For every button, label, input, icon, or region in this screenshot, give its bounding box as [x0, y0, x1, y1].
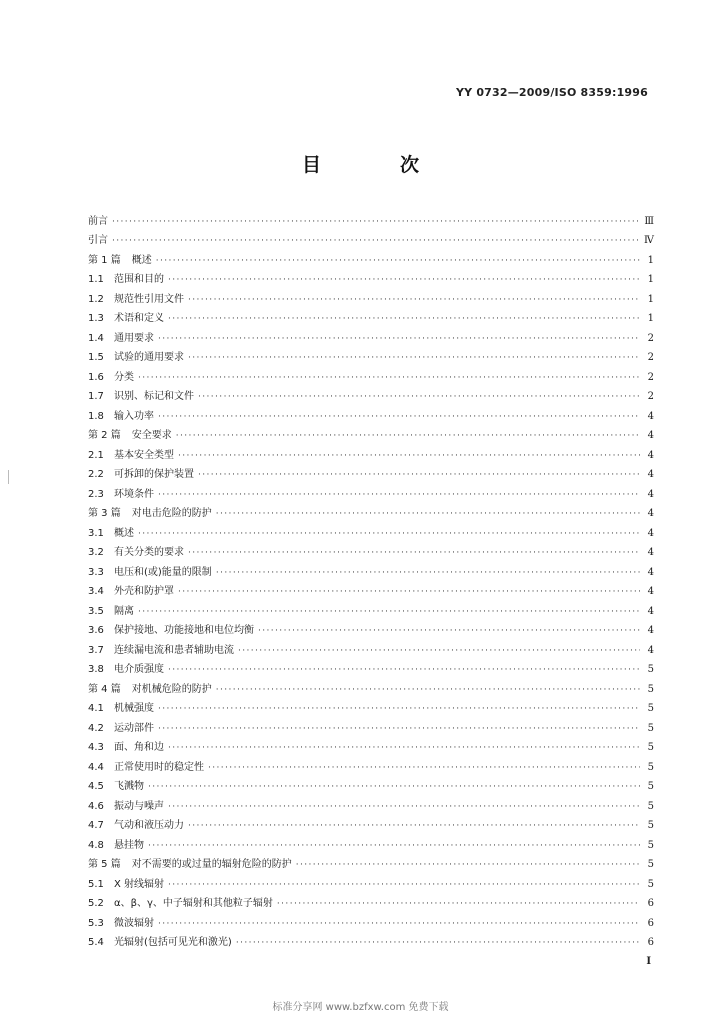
- toc-entry-page: 5: [647, 703, 654, 714]
- toc-entry-title: 识别、标记和文件: [114, 391, 194, 402]
- toc-entry-number: 1.5: [88, 352, 104, 363]
- toc-dot-leader: [188, 294, 640, 306]
- toc-entry-page: 6: [647, 898, 654, 909]
- toc-dot-leader: [112, 235, 640, 247]
- toc-title: 目 次: [301, 154, 449, 176]
- toc-entry-page: 5: [647, 800, 654, 812]
- toc-entry-title: 连续漏电流和患者辅助电流: [114, 644, 234, 656]
- toc-dot-leader: [188, 547, 640, 559]
- toc-entry-title: 保护接地、功能接地和电位均衡: [114, 625, 254, 636]
- toc-dot-leader: [158, 333, 640, 345]
- toc-entry-number: 4.3: [88, 742, 104, 753]
- toc-entry: [88, 286, 654, 306]
- toc-entry-title: X 射线辐射: [114, 878, 165, 890]
- toc-dot-leader: [138, 528, 640, 540]
- toc-entry-title: 面、角和边: [114, 742, 164, 753]
- toc-entry: [88, 247, 654, 267]
- toc-dot-leader: [158, 411, 640, 423]
- toc-entry-page: 4: [647, 430, 654, 441]
- toc-entry: [88, 384, 654, 404]
- toc-entry-number: 1.3: [88, 313, 104, 324]
- toc-entry-page: Ⅲ: [644, 215, 654, 227]
- toc-entry-number: 3.7: [88, 644, 104, 656]
- scan-margin-mark: [8, 470, 9, 484]
- toc-entry-number: 5.1: [88, 878, 104, 890]
- toc-entry-title: 基本安全类型: [114, 449, 174, 461]
- toc-dot-leader: [277, 898, 640, 910]
- toc-entry-title: 可拆卸的保护装置: [114, 469, 194, 480]
- toc-entry-page: 4: [647, 449, 654, 461]
- toc-dot-leader: [178, 450, 640, 462]
- page-number: I: [646, 956, 651, 967]
- toc-entry: [88, 735, 654, 755]
- toc-entry-page: 5: [647, 722, 654, 734]
- toc-entry-title: 概述: [114, 527, 134, 539]
- toc-entry-title: 运动部件: [114, 722, 154, 734]
- toc-dot-leader: [208, 762, 640, 774]
- toc-entry-title: 术语和定义: [114, 313, 164, 324]
- toc-dot-leader: [168, 801, 640, 813]
- toc-entry-number: 4.1: [88, 703, 104, 714]
- toc-entry-page: Ⅳ: [644, 235, 654, 246]
- toc-dot-leader: [158, 723, 640, 735]
- toc-entry-title: 有关分类的要求: [114, 547, 184, 558]
- footer-watermark: 标准分享网 www.bzfxw.com 免费下载: [272, 1002, 449, 1013]
- toc-entry: [88, 637, 654, 657]
- toc-entry-title: 悬挂物: [114, 839, 144, 851]
- toc-entry-title: 安全要求: [131, 430, 172, 441]
- toc-entry: [88, 228, 654, 248]
- toc-entry-title: 电介质强度: [114, 664, 164, 675]
- toc-entry: [88, 813, 654, 833]
- toc-entry-page: 6: [647, 917, 654, 929]
- toc-entry: [88, 676, 654, 696]
- toc-entry: [88, 462, 654, 482]
- toc-entry-number: 1.7: [88, 391, 104, 402]
- toc-entry-title: 电压和(或)能量的限制: [114, 566, 212, 578]
- toc-entry-page: 5: [647, 820, 654, 831]
- toc-entry-title: 范围和目的: [114, 274, 164, 285]
- toc-entry-page: 1: [647, 313, 654, 324]
- toc-entry-number: 4.8: [88, 839, 104, 851]
- toc-entry: [88, 618, 654, 638]
- toc-entry-title: 对不需要的或过量的辐射危险的防护: [131, 859, 292, 870]
- toc-dot-leader: [158, 703, 640, 715]
- toc-entry: [88, 657, 654, 677]
- toc-entry: [88, 696, 654, 716]
- toc-entry-title: 输入功率: [114, 410, 154, 422]
- toc-entry-number: 4.7: [88, 820, 104, 831]
- toc-entry: [88, 442, 654, 462]
- toc-entry: [88, 715, 654, 735]
- table-of-contents: [88, 208, 654, 949]
- toc-entry-number: 1.2: [88, 293, 104, 305]
- toc-entry-title: 对电击危险的防护: [131, 508, 212, 519]
- toc-entry: [88, 891, 654, 911]
- toc-dot-leader: [158, 918, 640, 930]
- toc-entry-title: 外壳和防护罩: [114, 586, 174, 597]
- toc-entry-page: 4: [647, 625, 654, 636]
- toc-entry: [88, 559, 654, 579]
- toc-entry-number: 5.4: [88, 937, 104, 948]
- toc-dot-leader: [178, 586, 640, 598]
- toc-entry: [88, 793, 654, 813]
- toc-entry: [88, 403, 654, 423]
- toc-dot-leader: [138, 372, 640, 384]
- toc-entry: [88, 540, 654, 560]
- toc-entry: [88, 345, 654, 365]
- toc-entry: [88, 930, 654, 950]
- toc-entry-number: 3.5: [88, 605, 104, 617]
- toc-entry-title: 规范性引用文件: [114, 293, 184, 305]
- toc-entry-number: 3.8: [88, 664, 104, 675]
- toc-dot-leader: [198, 391, 640, 403]
- toc-dot-leader: [216, 567, 640, 579]
- toc-entry-number: 第 4 篇: [88, 683, 121, 695]
- toc-entry-number: 3.1: [88, 527, 104, 539]
- toc-entry-page: 2: [647, 371, 654, 383]
- toc-entry-title: 气动和液压动力: [114, 820, 184, 831]
- toc-entry-page: 4: [647, 488, 654, 500]
- toc-entry-number: 1.6: [88, 371, 104, 383]
- toc-entry-page: 1: [647, 274, 654, 285]
- toc-dot-leader: [296, 859, 640, 871]
- toc-entry-page: 4: [647, 586, 654, 597]
- toc-entry-page: 4: [647, 566, 654, 578]
- toc-entry-number: 4.2: [88, 722, 104, 734]
- toc-entry: [88, 501, 654, 521]
- toc-entry-page: 5: [647, 878, 654, 890]
- toc-entry: [88, 774, 654, 794]
- toc-entry-number: 3.6: [88, 625, 104, 636]
- toc-dot-leader: [188, 352, 640, 364]
- toc-entry: [88, 579, 654, 599]
- toc-entry-title: 机械强度: [114, 703, 154, 714]
- toc-entry: [88, 364, 654, 384]
- toc-entry-title: 环境条件: [114, 488, 154, 500]
- toc-dot-leader: [216, 508, 640, 520]
- toc-dot-leader: [176, 430, 640, 442]
- toc-entry-page: 6: [647, 937, 654, 948]
- toc-entry-page: 5: [647, 683, 654, 695]
- toc-entry: [88, 910, 654, 930]
- toc-entry-page: 2: [647, 352, 654, 363]
- toc-entry-page: 4: [647, 547, 654, 558]
- toc-entry-title: 对机械危险的防护: [131, 683, 212, 695]
- toc-entry-page: 4: [647, 644, 654, 656]
- toc-entry: [88, 520, 654, 540]
- toc-entry-number: 第 3 篇: [88, 508, 121, 519]
- toc-entry-title: 概述: [131, 254, 152, 266]
- toc-entry-title: 分类: [114, 371, 134, 383]
- toc-entry-page: 5: [647, 781, 654, 792]
- toc-entry-title: 前言: [88, 215, 108, 227]
- toc-entry-page: 1: [647, 254, 654, 266]
- toc-entry-page: 4: [647, 527, 654, 539]
- toc-entry-number: 1.8: [88, 410, 104, 422]
- toc-entry: [88, 208, 654, 228]
- toc-entry-number: 1.1: [88, 274, 104, 285]
- toc-entry-page: 5: [647, 664, 654, 675]
- toc-entry-number: 3.3: [88, 566, 104, 578]
- toc-entry-number: 4.6: [88, 800, 104, 812]
- toc-entry-title: 微波辐射: [114, 917, 154, 929]
- toc-dot-leader: [236, 937, 640, 949]
- toc-entry-title: 正常使用时的稳定性: [114, 761, 204, 773]
- toc-dot-leader: [112, 216, 640, 228]
- toc-entry-title: 通用要求: [114, 332, 154, 344]
- toc-entry-title: 试验的通用要求: [114, 352, 184, 363]
- toc-entry-number: 5.3: [88, 917, 104, 929]
- toc-dot-leader: [168, 742, 640, 754]
- toc-entry-number: 2.3: [88, 488, 104, 500]
- toc-entry-page: 2: [647, 332, 654, 344]
- toc-entry-number: 4.5: [88, 781, 104, 792]
- toc-dot-leader: [138, 606, 640, 618]
- toc-dot-leader: [258, 625, 640, 637]
- toc-entry: [88, 267, 654, 287]
- toc-entry-number: 第 2 篇: [88, 430, 121, 441]
- toc-entry: [88, 832, 654, 852]
- toc-dot-leader: [158, 489, 640, 501]
- toc-entry: [88, 754, 654, 774]
- toc-entry-title: 隔离: [114, 605, 134, 617]
- toc-entry-page: 5: [647, 761, 654, 773]
- toc-dot-leader: [156, 255, 640, 267]
- toc-entry: [88, 423, 654, 443]
- toc-entry-number: 2.2: [88, 469, 104, 480]
- toc-dot-leader: [238, 645, 640, 657]
- toc-entry-number: 3.4: [88, 586, 104, 597]
- toc-entry: [88, 325, 654, 345]
- toc-dot-leader: [188, 820, 640, 832]
- toc-dot-leader: [216, 684, 640, 696]
- toc-entry-title: 光辐射(包括可见光和激光): [114, 937, 232, 948]
- toc-entry-number: 第 5 篇: [88, 859, 121, 870]
- toc-dot-leader: [168, 313, 640, 325]
- toc-entry-page: 4: [647, 469, 654, 480]
- toc-dot-leader: [148, 840, 640, 852]
- toc-entry-page: 2: [647, 391, 654, 402]
- toc-entry-page: 5: [647, 859, 654, 870]
- toc-entry-number: 1.4: [88, 332, 104, 344]
- toc-entry-number: 5.2: [88, 898, 104, 909]
- toc-entry-number: 4.4: [88, 761, 104, 773]
- toc-dot-leader: [198, 469, 640, 481]
- toc-entry: [88, 481, 654, 501]
- toc-entry-title: 飞溅物: [114, 781, 144, 792]
- standard-code: YY 0732—2009/ISO 8359:1996: [455, 86, 648, 99]
- toc-entry-page: 5: [647, 742, 654, 753]
- toc-dot-leader: [168, 879, 640, 891]
- toc-entry: [88, 871, 654, 891]
- toc-entry-page: 5: [647, 839, 654, 851]
- toc-entry-page: 4: [647, 410, 654, 422]
- toc-dot-leader: [168, 664, 640, 676]
- toc-entry-title: 振动与噪声: [114, 800, 164, 812]
- toc-entry-title: 引言: [88, 235, 108, 246]
- toc-dot-leader: [168, 274, 640, 286]
- toc-entry-number: 2.1: [88, 449, 104, 461]
- toc-entry-page: 4: [647, 508, 654, 519]
- toc-dot-leader: [148, 781, 640, 793]
- toc-entry-title: α、β、γ、中子辐射和其他粒子辐射: [114, 898, 273, 909]
- toc-entry: [88, 306, 654, 326]
- toc-entry-page: 4: [647, 605, 654, 617]
- toc-entry: [88, 852, 654, 872]
- toc-entry-page: 1: [647, 293, 654, 305]
- toc-entry: [88, 598, 654, 618]
- toc-entry-number: 3.2: [88, 547, 104, 558]
- toc-entry-number: 第 1 篇: [88, 254, 121, 266]
